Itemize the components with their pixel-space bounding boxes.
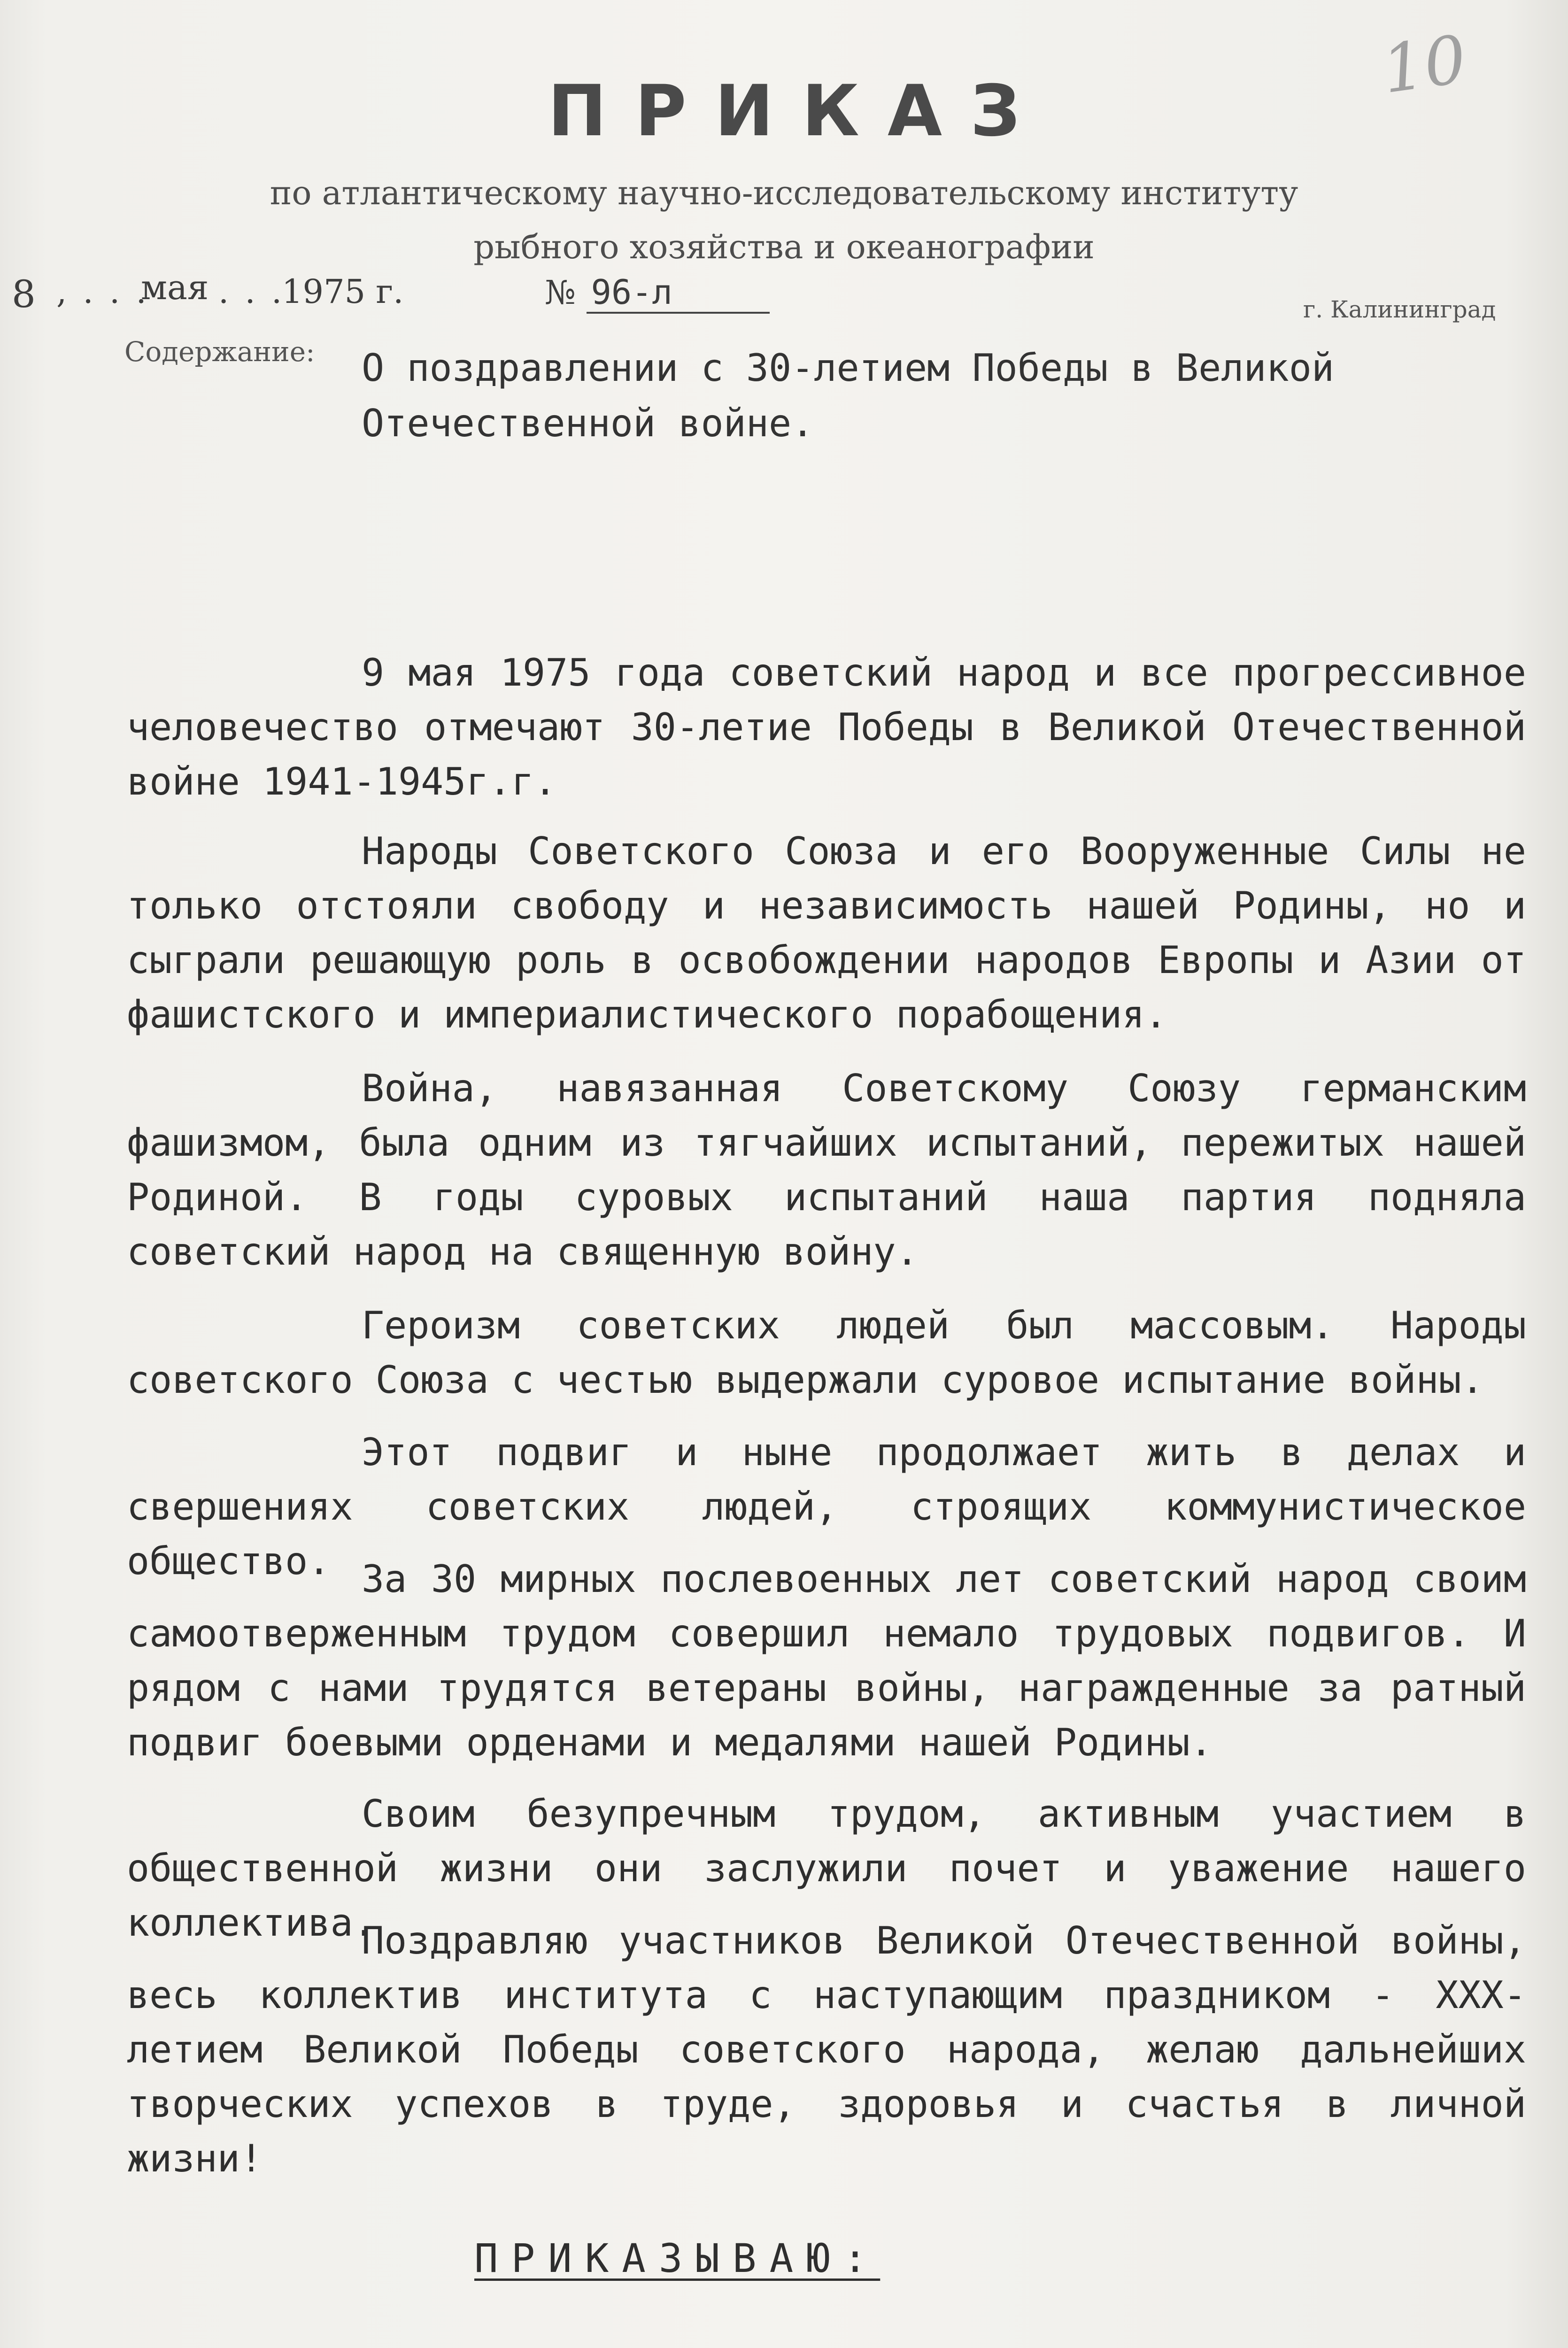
date-year-suffix: г. xyxy=(376,272,404,311)
order-number-value: 96-л xyxy=(587,272,770,314)
subject-text: О поздравлении с 30-летием Победы в Великой Отечественной войне. xyxy=(362,346,1335,445)
paragraph-8: Поздравляю участников Великой Отечественной войны, весь коллектив института с наступающим праздником - XXX-летием Великой Победы советского народа, желаю дальнейших творческих успехов в труде, здоровья и счастья в личной жизни! xyxy=(127,1919,1526,2180)
paragraph-3: Война, навязанная Советскому Союзу германским фашизмом, была одним из тягчайших испытаний, пережитых нашей Родиной. В годы суровых испытаний наша партия подняла советский народ на священную войну. xyxy=(127,1066,1526,1274)
paragraph-4: Героизм советских людей был массовым. Народы советского Союза с честью выдержали суровое испытание войны. xyxy=(127,1304,1526,1402)
institution-line-2: рыбного хозяйства и океанографии xyxy=(473,228,1095,266)
paragraph-6: За 30 мирных послевоенных лет советский народ своим самоотверженным трудом совершил немало трудовых подвигов. И рядом с нами трудятся ветераны войны, награжденные за ратный подвиг боевыми орденами и медалями нашей Родины. xyxy=(127,1557,1526,1764)
subject-label: Содержание: xyxy=(124,336,315,368)
paragraph-7: Своим безупречным трудом, активным участием в общественной жизни они заслужили почет и уважение нашего коллектива. xyxy=(127,1792,1526,1945)
date-month: мая xyxy=(141,268,209,307)
handwritten-page-number: 10 xyxy=(1377,21,1471,109)
date-dots-1: , . . . xyxy=(56,272,149,311)
paragraph-5: Этот подвиг и ныне продолжает жить в делах и свершениях советских людей, строящих коммунистическое общество. xyxy=(127,1430,1526,1583)
institution-line-1: по атлантическому научно-исследовательскому институту xyxy=(270,174,1298,212)
city: г. Калининград xyxy=(1303,296,1496,323)
paragraph-1: 9 мая 1975 года советский народ и все прогрессивное человечество отмечают 30-летие Победы в Великой Отечественной войне 1941-1945г.г. xyxy=(127,651,1526,803)
order-number-prefix: № xyxy=(545,273,576,312)
date-year xyxy=(282,272,403,311)
order-number xyxy=(545,272,770,314)
date-year-value: 1975 xyxy=(282,272,366,311)
date-dots-2: . . . xyxy=(218,272,285,311)
paragraph-2: Народы Советского Союза и его Вооруженные Силы не только отстояли свободу и независимость нашей Родины, но и сыграли решающую роль в освобождении народов Европы и Азии от фашистского и империалистического порабощения. xyxy=(127,829,1526,1036)
document-title: ПРИКАЗ xyxy=(548,70,1049,152)
date-day: 8 xyxy=(12,272,36,316)
decree-heading: ПРИКАЗЫВАЮ: xyxy=(474,2235,881,2281)
